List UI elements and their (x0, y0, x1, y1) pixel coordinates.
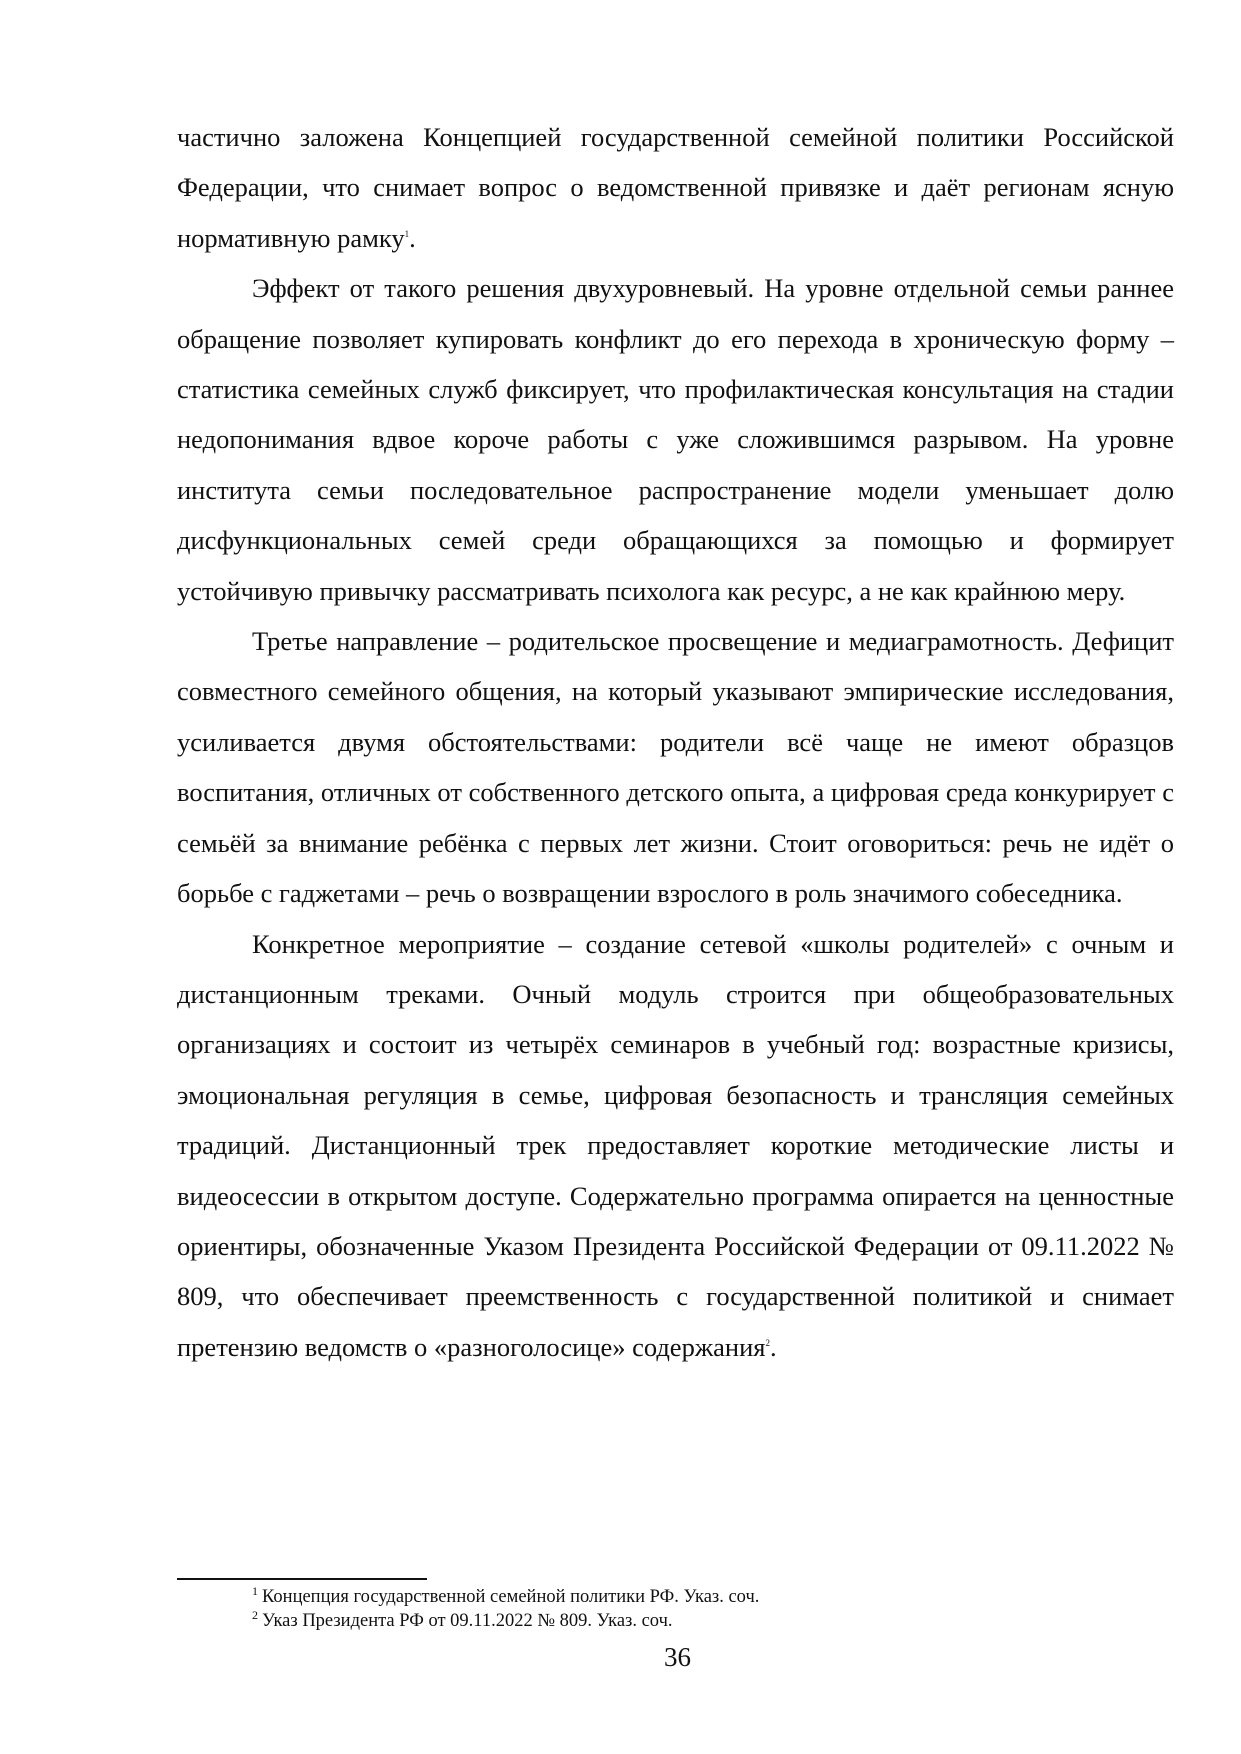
paragraph (177, 616, 1174, 918)
paragraph-text: Конкретное мероприятие – создание сетевой «школы родителей» с очным и дистанционным треками. Очный модуль строится при общеобразовательных организациях и состоит из четырёх семинаров в учебный год: возрастные кризисы, эмоциональная регуляция в семье, цифровая безопасность и трансляция семейных традиций. Дистанционный трек предоставляет короткие методические листы и видеосессии в открытом доступе. Содержательно программа опирается на ценностные ориентиры, обозначенные Указом Президента Российской Федерации от 09.11.2022 № 809, что обеспечивает преемственность с государственной политикой и снимает претензию ведомств о «разноголосице» содержания (177, 928, 1174, 1362)
footnote (252, 1585, 1152, 1609)
footnote-number: 1 (252, 1583, 258, 1598)
paragraph-text: частично заложена Концепцией государственной семейной политики Российской Федерации, что снимает вопрос о ведомственной привязке и даёт регионам ясную нормативную рамку (177, 122, 1174, 253)
footnote-text: Указ Президента РФ от 09.11.2022 № 809. Указ. соч. (262, 1611, 673, 1631)
footnote-text: Концепция государственной семейной политики РФ. Указ. соч. (262, 1587, 760, 1607)
footnote-number: 2 (252, 1607, 258, 1622)
footnotes (252, 1585, 1152, 1633)
paragraph-text: Эффект от такого решения двухуровневый. На уровне отдельной семьи раннее обращение позволяет купировать конфликт до его перехода в хроническую форму – статистика семейных служб фиксирует, что профилактическая консультация на стадии недопонимания вдвое короче работы с уже сложившимся разрывом. На уровне института семьи последовательное распространение модели уменьшает долю дисфункциональных семей среди обращающихся за помощью и формирует устойчивую привычку рассматривать психолога как ресурс, а не как крайнюю меру. (177, 273, 1174, 606)
footnote-reference[interactable]: 1 (404, 228, 410, 239)
body-text (177, 112, 1174, 1372)
paragraph-continuation (177, 112, 1174, 263)
paragraph-tail: . (769, 1331, 777, 1362)
footnote-separator (177, 1578, 427, 1580)
paragraph (177, 919, 1174, 1373)
footnote (252, 1609, 1152, 1633)
page-number: 36 (664, 1642, 691, 1672)
paragraph (177, 263, 1174, 616)
footnote-reference[interactable]: 2 (765, 1337, 770, 1348)
paragraph-tail: . (409, 222, 416, 253)
paragraph-text: Третье направление – родительское просвещение и медиаграмотность. Дефицит совместного семейного общения, на который указывают эмпирические исследования, усиливается двумя обстоятельствами: родители всё чаще не имеют образцов воспитания, отличных от собственного детского опыта, а цифровая среда конкурирует с семьёй за внимание ребёнка с первых лет жизни. Стоит оговориться: речь не идёт о борьбе с гаджетами – речь о возвращении взрослого в роль значимого собеседника. (177, 626, 1174, 909)
